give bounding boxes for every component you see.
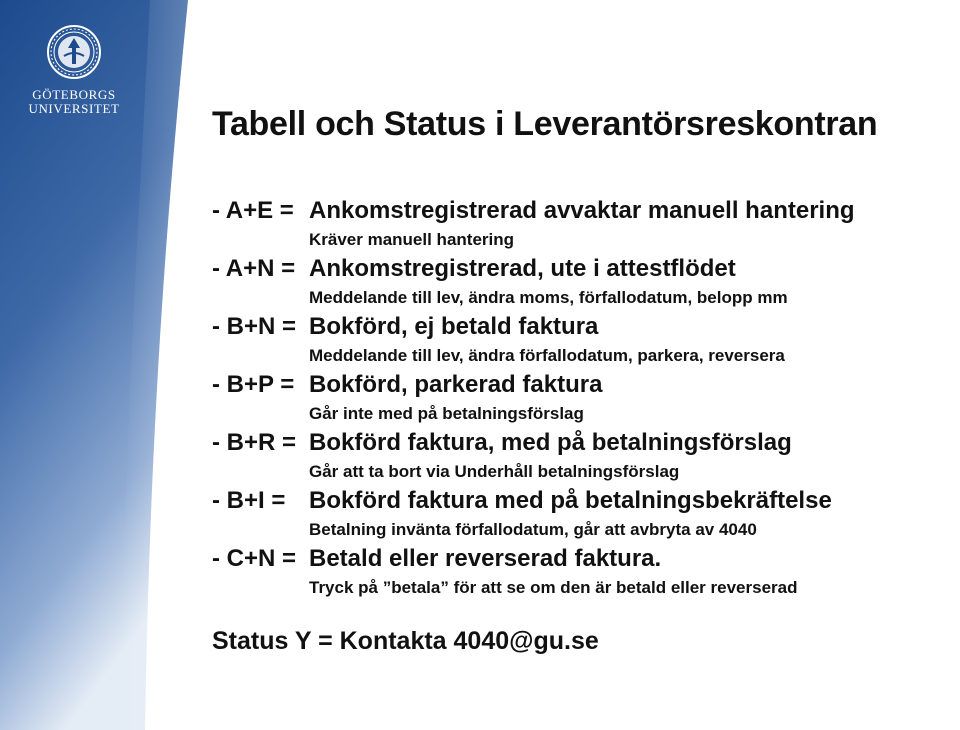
- university-name-line2: UNIVERSITET: [28, 101, 120, 116]
- status-code: - B+P =: [212, 371, 295, 398]
- status-note: Tryck på ”betala” för att se om den är betald eller reverserad: [309, 578, 798, 597]
- status-description: Bokförd, parkerad faktura: [309, 371, 603, 398]
- status-entry: [212, 255, 736, 283]
- status-entry: [212, 545, 661, 573]
- status-description: Ankomstregistrerad avvaktar manuell hantering: [309, 197, 855, 224]
- status-note: Går att ta bort via Underhåll betalningsförslag: [309, 462, 680, 481]
- status-note: Meddelande till lev, ändra moms, förfallodatum, belopp mm: [309, 288, 788, 307]
- status-entry: [212, 313, 598, 341]
- status-note: Meddelande till lev, ändra förfallodatum, parkera, reversera: [309, 346, 785, 365]
- status-code: - A+N =: [212, 255, 296, 282]
- status-entry: [212, 487, 832, 515]
- status-description: Bokförd, ej betald faktura: [309, 313, 599, 340]
- university-name-line1: GÖTEBORGS: [32, 87, 116, 102]
- status-code: - B+R =: [212, 429, 297, 456]
- university-seal-icon: [46, 24, 102, 80]
- status-entry: [212, 197, 855, 225]
- status-note: Betalning invänta förfallodatum, går att avbryta av 4040: [309, 520, 757, 539]
- status-entry: [212, 371, 602, 399]
- status-note: Kräver manuell hantering: [309, 230, 515, 249]
- status-description: Bokförd faktura, med på betalningsförslag: [309, 429, 792, 456]
- status-note: Går inte med på betalningsförslag: [309, 404, 584, 423]
- status-contact-line: Status Y = Kontakta 4040@gu.se: [212, 627, 599, 655]
- status-description: Ankomstregistrerad, ute i attestflödet: [309, 255, 736, 282]
- status-code: - B+I =: [212, 487, 286, 514]
- status-code: - A+E =: [212, 197, 294, 224]
- status-entry: [212, 429, 792, 457]
- page-title: Tabell och Status i Leverantörsreskontran: [212, 105, 878, 143]
- status-code: - B+N =: [212, 313, 297, 340]
- status-description: Betald eller reverserad faktura.: [309, 545, 662, 572]
- status-code: - C+N =: [212, 545, 297, 572]
- status-description: Bokförd faktura med på betalningsbekräftelse: [309, 487, 832, 514]
- university-logo: [22, 24, 126, 116]
